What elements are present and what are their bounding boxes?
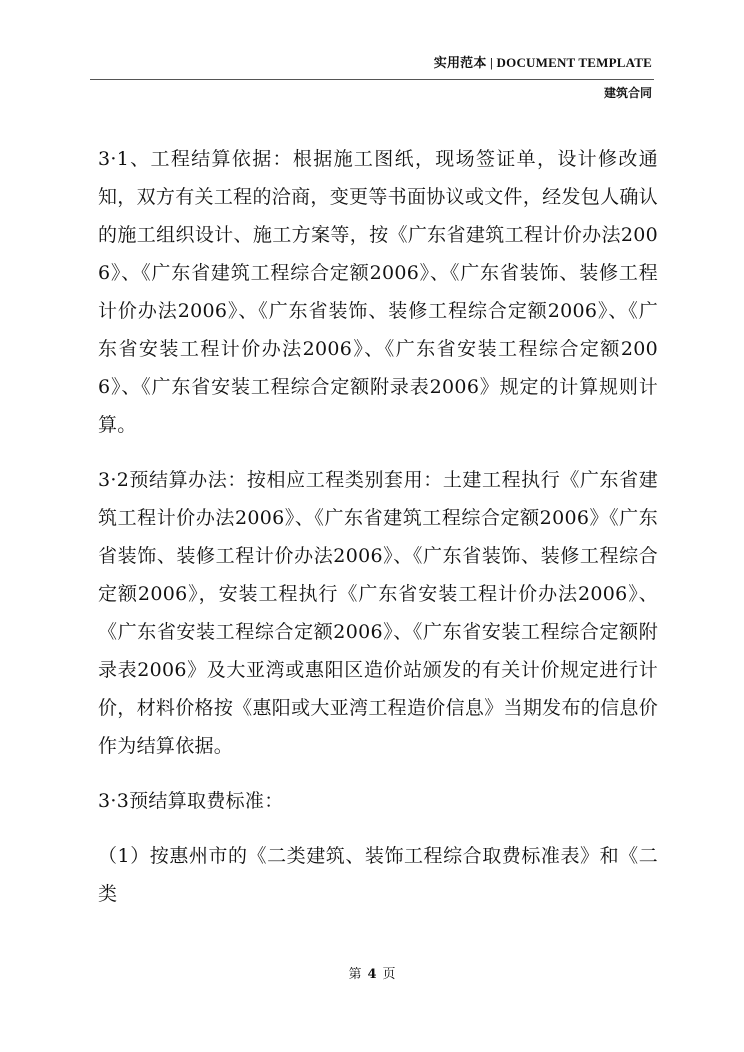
header-divider: [90, 79, 654, 80]
header-brand: 实用范本 | DOCUMENT TEMPLATE: [433, 55, 652, 70]
page-label-suffix: 页: [382, 967, 396, 982]
paragraph-budget-method: 3·2预结算办法：按相应工程类别套用：土建工程执行《广东省建筑工程计价办法2006》、《广东省建筑工程综合定额2006》《广东省装饰、装修工程计价办法2006》、《广东省装饰、装修工程综合定额2006》，安装工程执行《广东省安装工程计价办法2006》、《广东省安装工程综合定额2006》、《广东省安装工程综合定额附录表2006》及大亚湾或惠阳区造价站颁发的有关计价规定进行计价，材料价格按《惠阳或大亚湾工程造价信息》当期发布的信息价作为结算依据。: [98, 469, 658, 757]
page-number: 4: [367, 967, 377, 982]
paragraph-settlement-basis: 3·1、工程结算依据：根据施工图纸，现场签证单，设计修改通知，双方有关工程的洽商，变更等书面协议或文件，经发包人确认的施工组织设计、施工方案等，按《广东省建筑工程计价办法2006》、《广东省建筑工程综合定额2006》、《广东省装饰、装修工程计价办法2006》、《广东省装饰、装修工程综合定额2006》、《广东省安装工程计价办法2006》、《广东省安装工程综合定额2006》、《广东省安装工程综合定额附录表2006》规定的计算规则计算。: [98, 148, 658, 436]
document-body: [98, 140, 658, 930]
paragraph-fee-standard-heading: 3·3预结算取费标准：: [98, 790, 284, 812]
page-footer: [0, 963, 744, 982]
paragraph-fee-standard-item-1: （1）按惠州市的《二类建筑、装饰工程综合取费标准表》和《二类: [98, 845, 658, 905]
page-label-prefix: 第: [348, 967, 362, 982]
document-category: 建筑合同: [603, 86, 652, 100]
